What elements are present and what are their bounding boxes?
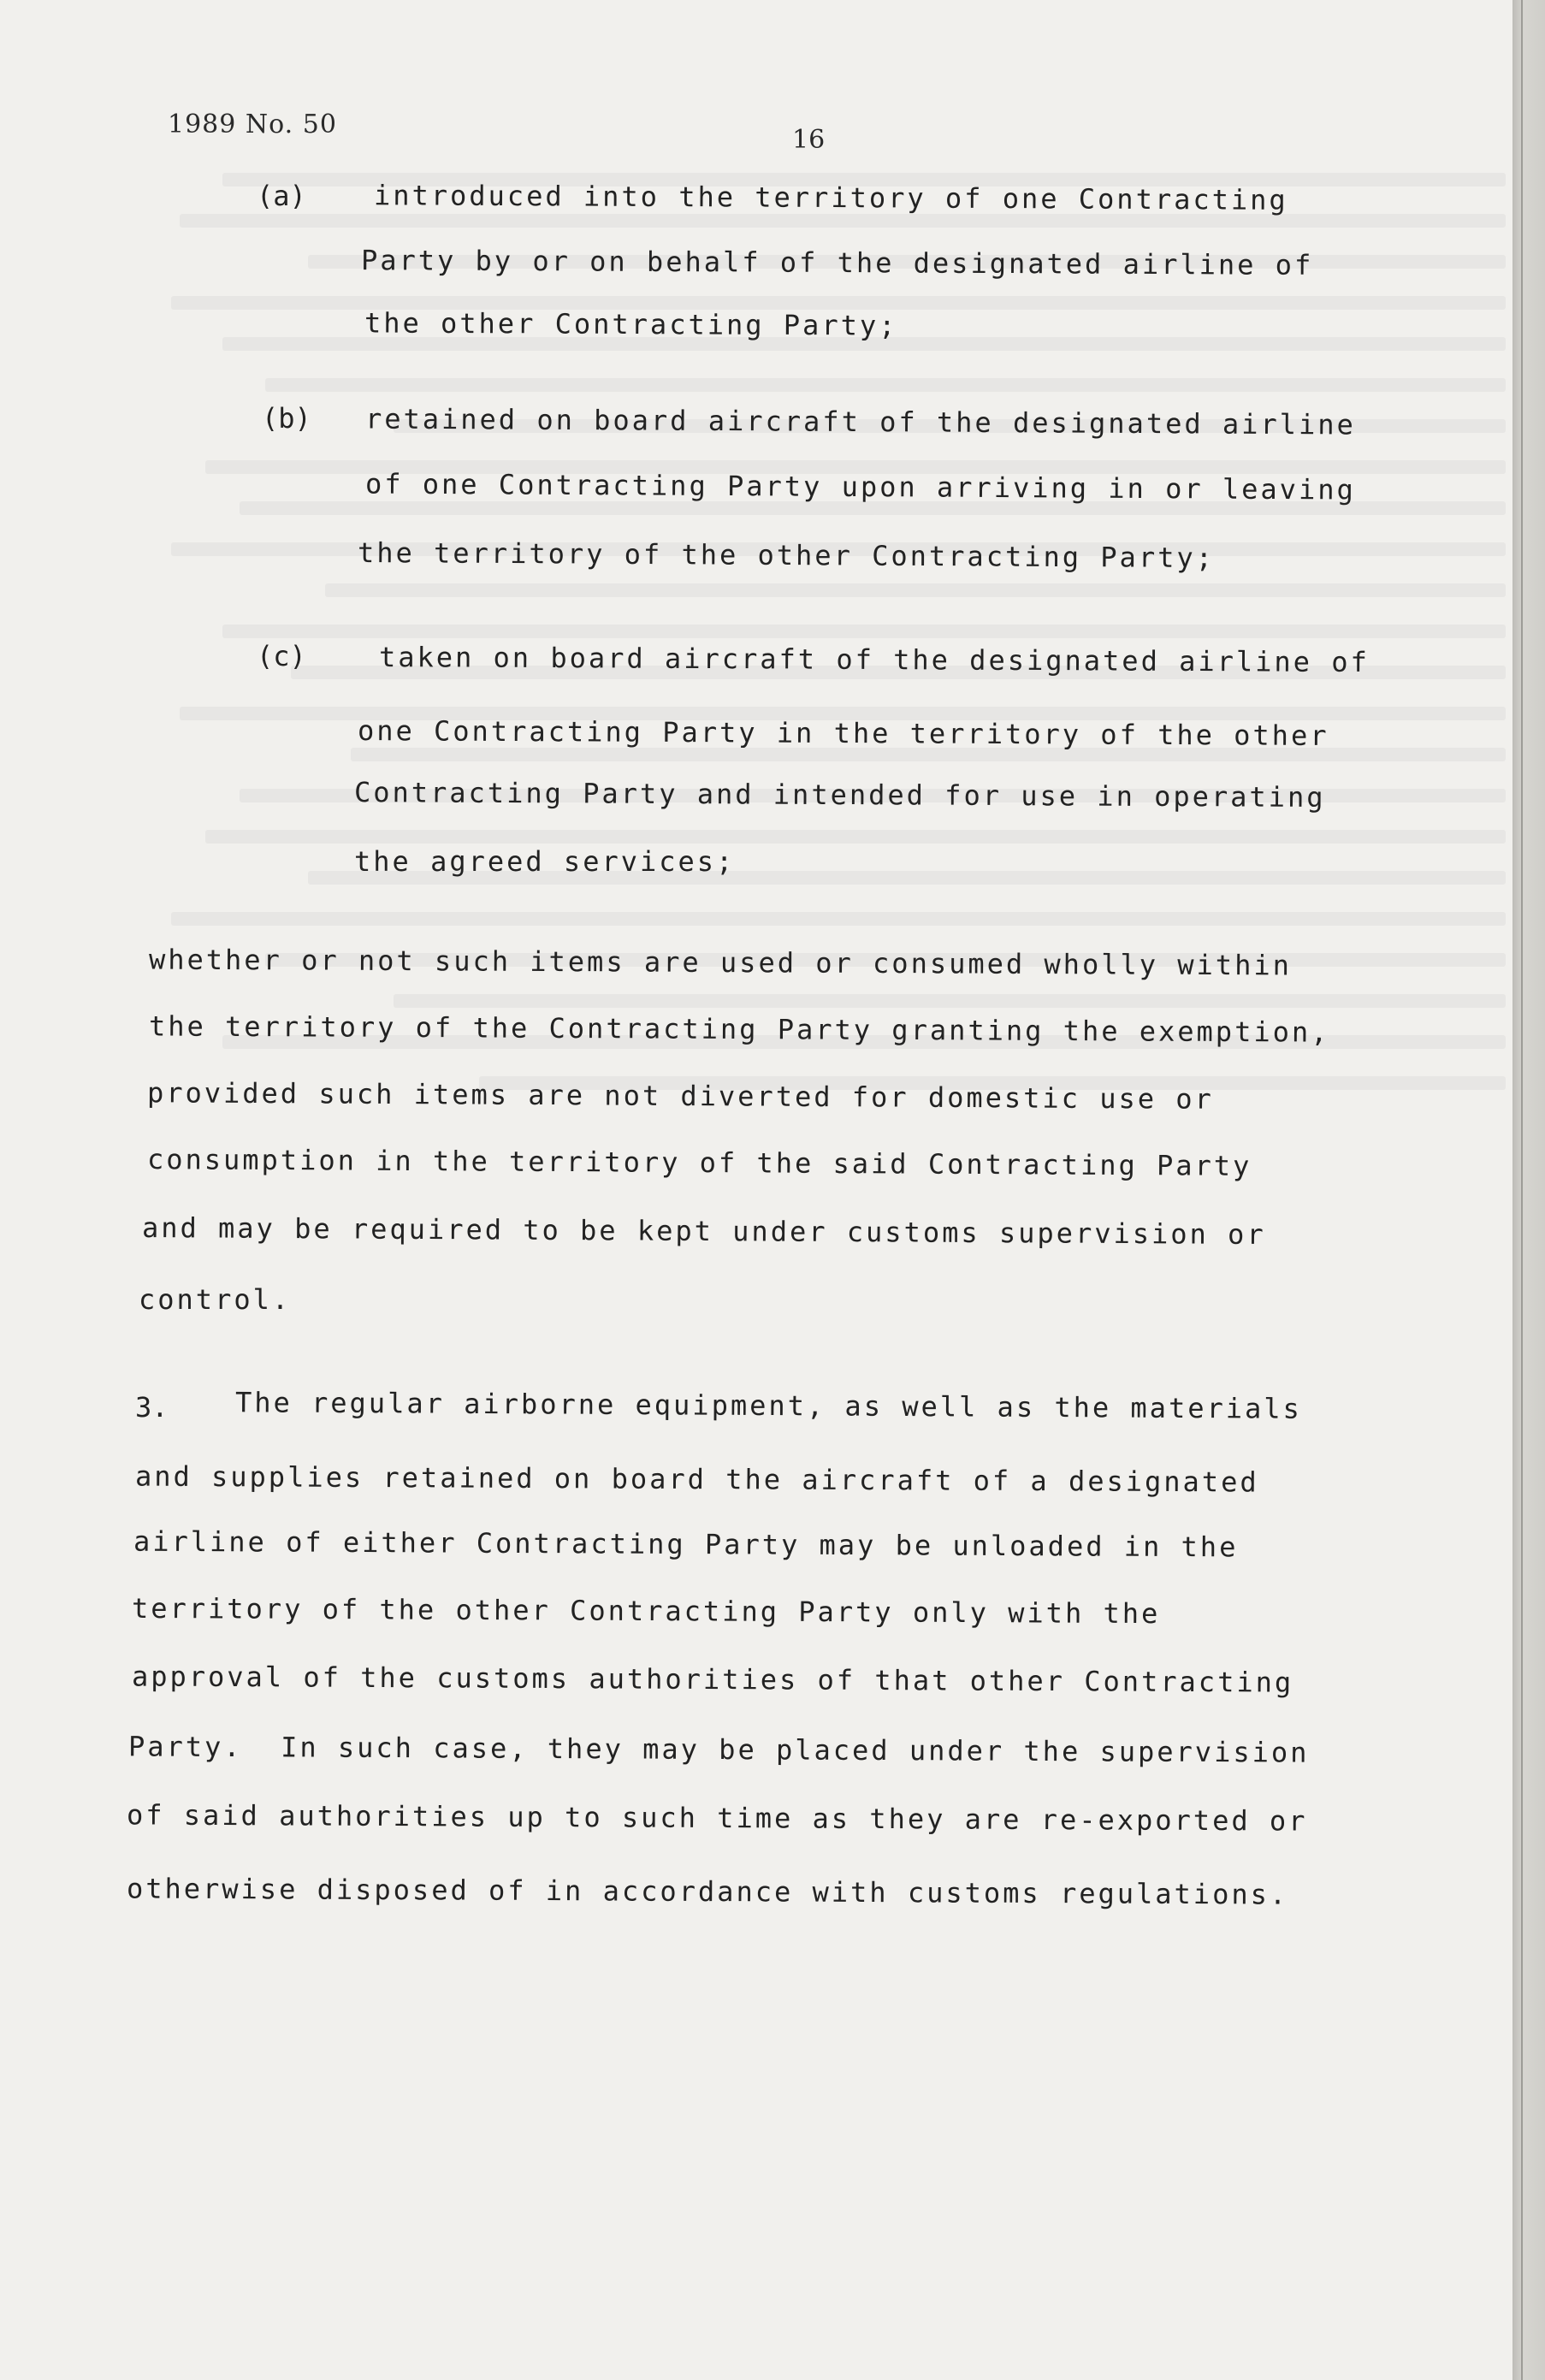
item-b-line: retained on board aircraft of the designated airline: [364, 402, 1356, 441]
proviso-line: control.: [139, 1283, 292, 1316]
proviso-line: provided such items are not diverted for domestic use or: [146, 1076, 1214, 1116]
paragraph-3-line: territory of the other Contracting Party only with the: [131, 1591, 1161, 1631]
paragraph-3-line: The regular airborne equipment, as well as the materials: [234, 1386, 1302, 1425]
paragraph-3-line: and supplies retained on board the aircraft of a designated: [134, 1459, 1259, 1499]
paragraph-3-line: of said authorities up to such time as they are re-exported or: [126, 1798, 1308, 1838]
item-a-line: Party by or on behalf of the designated airline of: [360, 244, 1314, 281]
document-series: 1989 No. 50: [168, 110, 337, 139]
paragraph-3-line: approval of the customs authorities of that other Contracting: [131, 1660, 1294, 1699]
paragraph-3-number: 3.: [135, 1391, 169, 1424]
item-a-label: (a): [257, 180, 306, 212]
proviso-line: the territory of the Contracting Party granting the exemption,: [148, 1009, 1330, 1049]
item-b-line: the territory of the other Contracting Party;: [357, 536, 1216, 575]
item-a-line: introduced into the territory of one Contracting: [373, 179, 1288, 216]
item-c-line: the agreed services;: [354, 845, 736, 878]
item-a-line: the other Contracting Party;: [364, 306, 898, 342]
item-c-line: Contracting Party and intended for use in operating: [353, 776, 1326, 814]
proviso-line: and may be required to be kept under customs supervision or: [141, 1211, 1266, 1252]
item-c-line: taken on board aircraft of the designated airline of: [378, 640, 1370, 679]
paragraph-3-line: otherwise disposed of in accordance with customs regulations.: [126, 1872, 1289, 1911]
paragraph-3-line: Party. In such case, they may be placed under the supervision: [127, 1730, 1310, 1769]
page-number: 16: [792, 125, 826, 155]
paragraph-3-line: airline of either Contracting Party may be unloaded in the: [133, 1525, 1239, 1564]
page-edge-shadow: [1512, 0, 1545, 2380]
proviso-line: whether or not such items are used or consumed wholly within: [148, 943, 1293, 982]
proviso-line: consumption in the territory of the said Contracting Party: [146, 1143, 1252, 1182]
page-edge-line: [1521, 0, 1523, 2380]
item-b-label: (b): [262, 402, 311, 435]
item-c-label: (c): [257, 640, 306, 672]
item-c-line: one Contracting Party in the territory of the other: [357, 714, 1329, 752]
item-b-line: of one Contracting Party upon arriving in or leaving: [364, 467, 1356, 506]
